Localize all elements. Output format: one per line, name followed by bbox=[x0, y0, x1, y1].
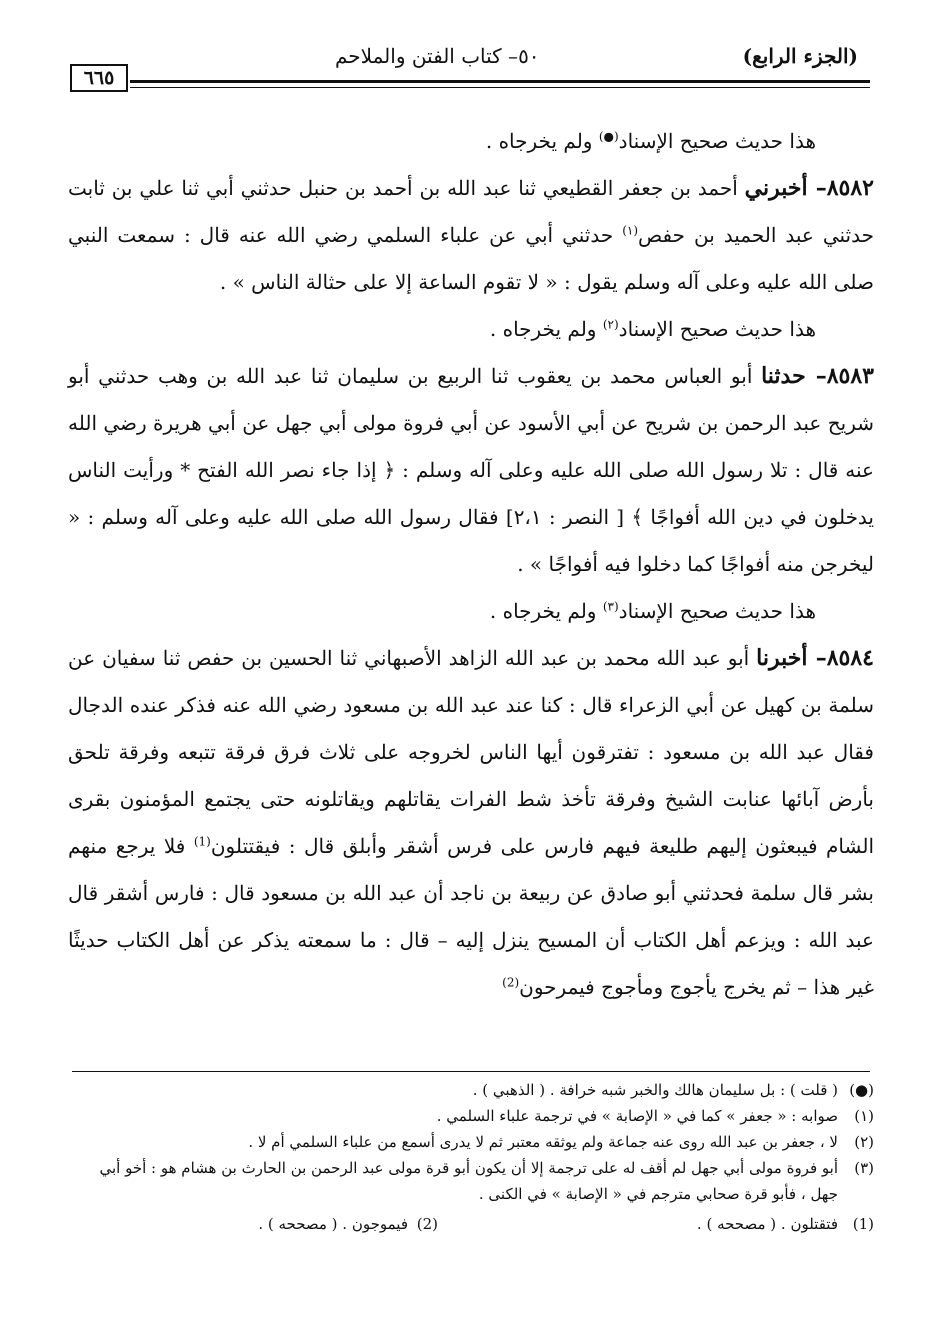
footnote-marker: (٣) bbox=[602, 599, 619, 614]
footnote-marker: (١) bbox=[622, 223, 639, 238]
hadith-lead-word: حدثنا bbox=[761, 363, 806, 389]
running-header bbox=[70, 42, 870, 102]
footnote-number: (٣) bbox=[854, 1159, 874, 1177]
correction-text: فيموجون . ( مصححه ) . bbox=[258, 1215, 408, 1233]
grading-tail: ولم يخرجاه . bbox=[489, 317, 603, 341]
hadith-number: ٨٥٨٢– bbox=[807, 175, 874, 201]
main-text bbox=[68, 118, 874, 1011]
hadith-8583 bbox=[68, 353, 874, 588]
grading-note-2 bbox=[68, 306, 874, 353]
hadith-number: ٨٥٨٤– bbox=[807, 645, 874, 671]
hadith-text: أبو العباس محمد بن يعقوب ثنا الربيع بن سليمان ثنا عبد الله بن وهب حدثني أبو شريح عبد الرحمن بن شريح عن أبي الأسود عن أبي فروة مولى أبي جهل عن أبي هريرة رضي الله عنه قال : تلا رسول الله صلى الله عليه وعلى آله وسلم : ﴿ إذا جاء نصر الله الفتح * ورأيت الناس يدخلون في دين الله أفواجًا ﴾ [ النصر : ٢،١] فقال رسول الله صلى الله عليه وعلى آله وسلم : « ليخرجن منه أفواجًا كما دخلوا فيه أفواجًا » . bbox=[68, 364, 874, 576]
hadith-8582 bbox=[68, 165, 874, 306]
grading-text: هذا حديث صحيح الإسناد bbox=[618, 317, 816, 341]
footnote bbox=[68, 1077, 874, 1103]
grading-note-3 bbox=[68, 588, 874, 635]
book-chapter-title: ٥٠– كتاب الفتن والملاحم bbox=[335, 44, 540, 68]
corrections-line bbox=[68, 1211, 874, 1237]
footnote-marker: (٢) bbox=[602, 317, 619, 332]
correction-number: (1) bbox=[852, 1215, 874, 1233]
footnote bbox=[68, 1129, 874, 1155]
footnote bbox=[68, 1155, 874, 1207]
grading-tail: ولم يخرجاه . bbox=[485, 129, 599, 153]
footnote-text: صوابه : « جعفر » كما في « الإصابة » في ترجمة علباء السلمي . bbox=[436, 1107, 838, 1125]
footnote-separator bbox=[72, 1071, 870, 1072]
footnote-number: (٢) bbox=[854, 1133, 874, 1151]
footnote-marker: (2) bbox=[502, 975, 520, 990]
header-rule-thin bbox=[130, 87, 870, 88]
footnote-marker: (●) bbox=[598, 129, 619, 144]
grading-tail: ولم يخرجاه . bbox=[489, 599, 603, 623]
header-rule-thick bbox=[130, 80, 870, 83]
correction-number: (2) bbox=[416, 1215, 438, 1233]
correction-text: فتقتلون . ( مصححه ) . bbox=[696, 1215, 838, 1233]
hadith-number: ٨٥٨٣– bbox=[805, 363, 874, 389]
footnote-number: (١) bbox=[854, 1107, 874, 1125]
hadith-text: أحمد بن جعفر القطيعي ثنا عبد الله بن أحمد بن حنبل حدثني أبي ثنا علي بن ثابت حدثني عبد الحميد بن حفص bbox=[68, 176, 874, 247]
footnote-text: لا ، جعفر بن عبد الله روى عنه جماعة ولم يوثقه معتبر ثم لا يدرى أسمع من علباء السلمي أم لا . bbox=[248, 1133, 838, 1151]
footnote-text: ( قلت ) : بل سليمان هالك والخبر شبه خرافة . ( الذهبي ) . bbox=[472, 1081, 838, 1099]
footnotes bbox=[68, 1077, 874, 1237]
footnote-marker: (1) bbox=[193, 834, 211, 849]
page-number: ٦٦٥ bbox=[70, 64, 128, 92]
part-label: (الجزء الرابع) bbox=[742, 44, 858, 68]
grading-note-1 bbox=[68, 118, 874, 165]
footnote-text: أبو فروة مولى أبي جهل لم أقف له على ترجمة إلا أن يكون أبو قرة مولى عبد الرحمن بن الحارث بن هشام هو : أخو أبي جهل ، فأبو قرة صحابي مترجم في « الإصابة » في الكنى . bbox=[99, 1159, 838, 1203]
hadith-lead-word: أخبرني bbox=[744, 175, 808, 201]
hadith-8584 bbox=[68, 635, 874, 1011]
hadith-lead-word: أخبرنا bbox=[756, 645, 808, 671]
footnote bbox=[68, 1103, 874, 1129]
hadith-text-cont: حدثني أبي عن علباء السلمي رضي الله عنه قال : سمعت النبي صلى الله عليه وعلى آله وسلم يقول : « لا تقوم الساعة إلا على حثالة الناس » . bbox=[68, 223, 874, 294]
hadith-text-cont: فلا يرجع منهم بشر قال سلمة فحدثني أبو صادق عن ربيعة بن ناجد أن عبد الله بن مسعود قال : فارس أشقر قال عبد الله : ويزعم أهل الكتاب أن المسيح ينزل إليه – قال : ما سمعته يذكر عن أهل الكتاب حديثًا غير هذا – ثم يخرج يأجوج ومأجوج فيمرحون bbox=[68, 834, 874, 999]
grading-text: هذا حديث صحيح الإسناد bbox=[618, 599, 816, 623]
hadith-text: أبو عبد الله محمد بن عبد الله الزاهد الأصبهاني ثنا الحسين بن حفص ثنا سفيان عن سلمة بن كهيل عن أبي الزعراء قال : كنا عند عبد الله بن مسعود رضي الله عنه فذكر عنده الدجال فقال عبد الله بن مسعود : تفترقون أيها الناس لخروجه على ثلاث فرق فرقة تتبعه وفرقة تلحق بأرض آبائها عنابت الشيخ وفرقة تأخذ شط الفرات يقاتلهم ويقاتلونه حتى يجتمع المؤمنون بقرى الشام فيبعثون إليهم طليعة فيهم فارس على فرس أشقر وأبلق قال : فيقتتلون bbox=[68, 646, 875, 858]
footnote-number: (●) bbox=[849, 1081, 874, 1099]
grading-text: هذا حديث صحيح الإسناد bbox=[618, 129, 816, 153]
